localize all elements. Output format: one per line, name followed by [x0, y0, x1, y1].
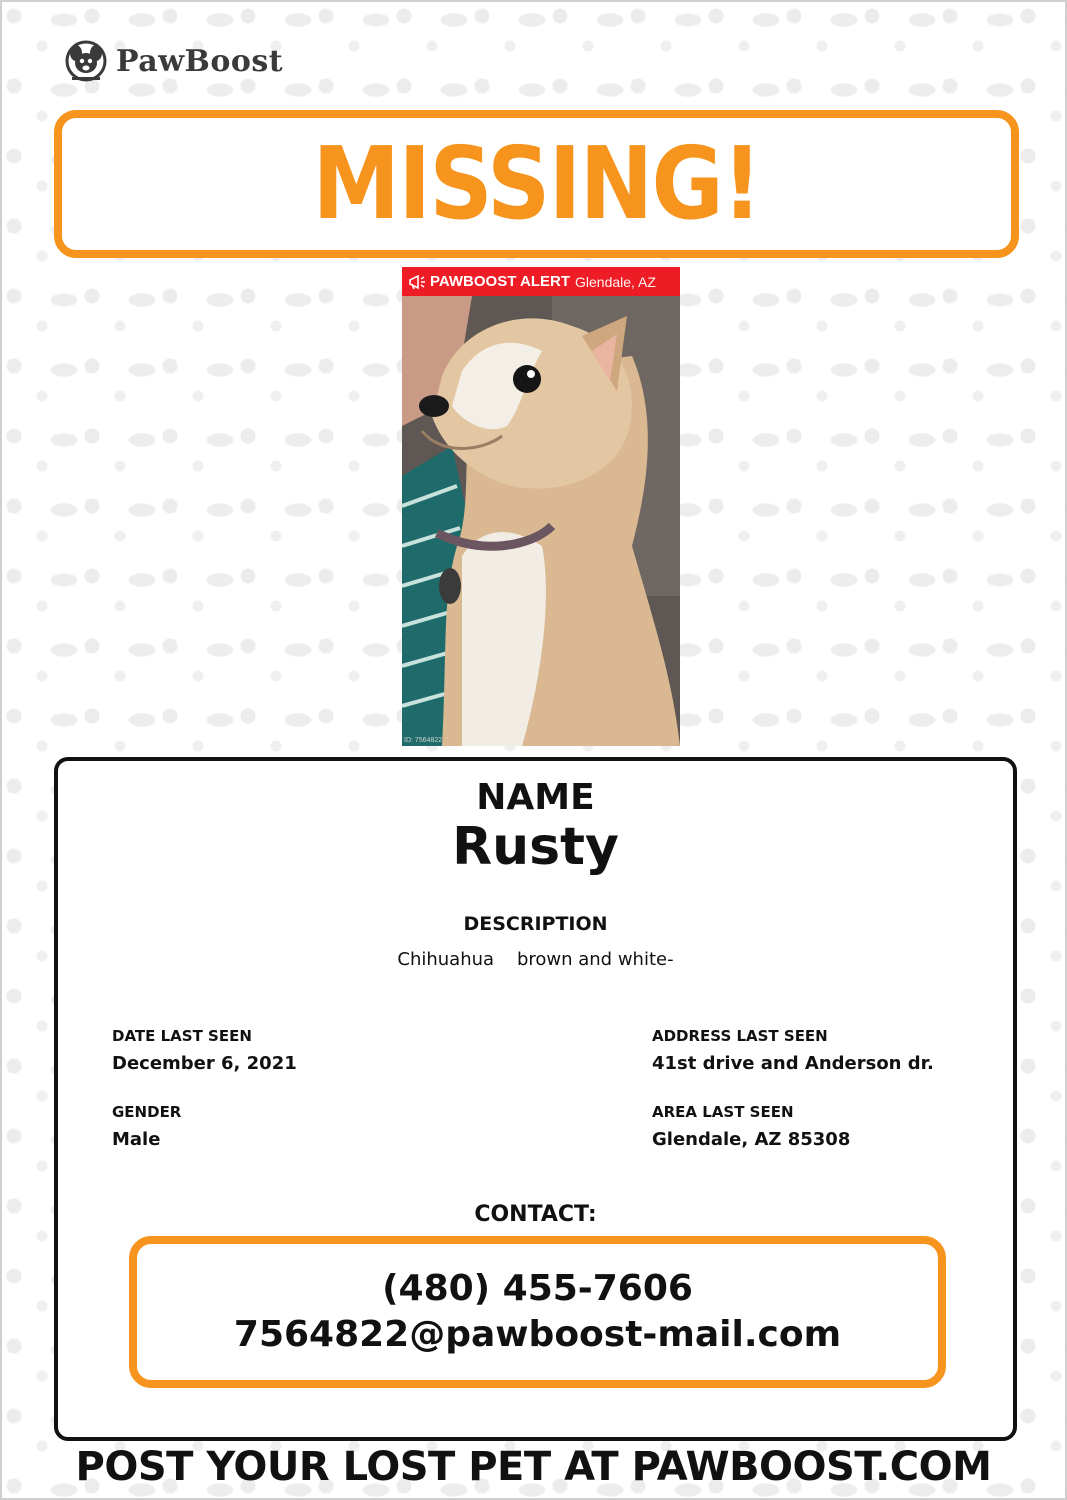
chihuahua-photo: [402, 296, 680, 746]
contact-label: CONTACT:: [474, 1202, 597, 1227]
footer-cta[interactable]: POST YOUR LOST PET AT PAWBOOST.COM: [75, 1444, 992, 1490]
pet-name: Rusty: [452, 817, 619, 877]
address-last-seen-value: 41st drive and Anderson dr.: [652, 1053, 934, 1074]
date-last-seen-value: December 6, 2021: [112, 1053, 297, 1074]
description-label: DESCRIPTION: [463, 913, 608, 935]
address-last-seen-label: ADDRESS LAST SEEN: [652, 1027, 828, 1045]
dog-face-logo-icon: [64, 39, 108, 83]
contact-email[interactable]: 7564822@pawboost-mail.com: [233, 1314, 842, 1355]
date-last-seen-label: DATE LAST SEEN: [112, 1027, 252, 1045]
contact-phone[interactable]: (480) 455-7606: [382, 1268, 693, 1309]
photo-id: ID: 7564822: [404, 737, 443, 744]
contact-box: [129, 1236, 946, 1388]
description-value: Chihuahua brown and white-: [397, 949, 674, 970]
missing-title: MISSING!: [312, 125, 761, 242]
alert-label: PAWBOOST ALERT: [430, 273, 570, 290]
pet-photo: [402, 267, 680, 746]
alert-location: Glendale, AZ: [575, 273, 656, 290]
area-last-seen-field: [652, 1103, 850, 1150]
date-last-seen-field: [112, 1027, 297, 1074]
gender-value: Male: [112, 1129, 161, 1150]
address-last-seen-field: [652, 1027, 934, 1074]
pawboost-logo[interactable]: [64, 38, 283, 84]
gender-label: GENDER: [112, 1103, 182, 1121]
missing-banner: [54, 110, 1019, 258]
area-last-seen-label: AREA LAST SEEN: [652, 1103, 794, 1121]
name-label: NAME: [476, 777, 595, 818]
alert-bar: [402, 267, 680, 296]
brand-name: PawBoost: [116, 43, 284, 79]
megaphone-icon: [408, 273, 426, 291]
gender-field: [112, 1103, 181, 1150]
pet-info-card: [54, 757, 1017, 1441]
area-last-seen-value: Glendale, AZ 85308: [652, 1129, 851, 1150]
